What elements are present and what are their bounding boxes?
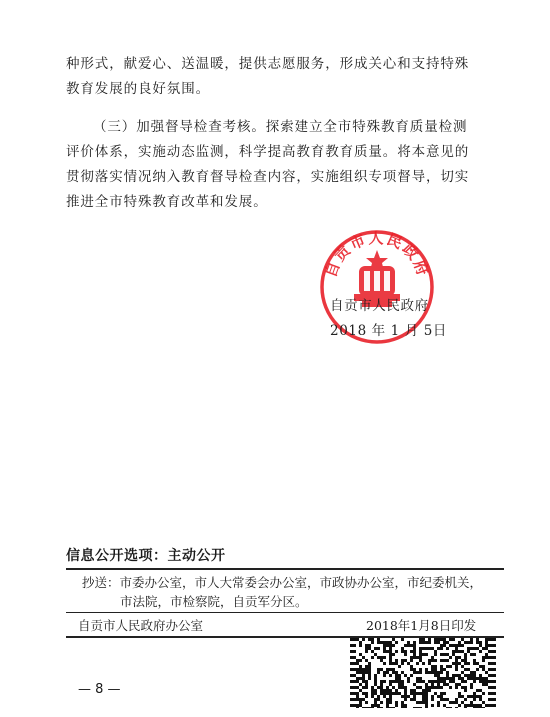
svg-text:自贡市人民政府: 自贡市人民政府 — [321, 228, 433, 280]
cc-list — [82, 573, 502, 611]
cc-line: 抄送：市委办公室，市人大常委会办公室，市政协办公室，市纪委机关， — [82, 575, 483, 590]
divider — [66, 568, 504, 570]
text-line: 推进全市特殊教育改革和发展。 — [66, 194, 268, 210]
text-line: 评价体系，实施动态监测，科学提高教育教育质量。将本意见的 — [66, 144, 470, 160]
divider — [66, 612, 504, 613]
text-line: （三）加强督导检查考核。探索建立全市特殊教育质量检测 — [93, 119, 468, 135]
signing-organization: 自贡市人民政府 — [330, 298, 429, 314]
info-disclosure-option: 信息公开选项：主动公开 — [66, 548, 226, 564]
signing-date: 2018 年 1 月 5日 — [330, 323, 447, 339]
printing-office: 自贡市人民政府办公室 — [78, 618, 204, 633]
print-date: 2018年1月8日印发 — [366, 618, 477, 633]
cc-line: 市法院，市检察院，自贡军分区。 — [120, 594, 308, 609]
page-number: — 8 — — [78, 682, 121, 697]
body-paragraph-1 — [66, 52, 498, 102]
text-line: 教育发展的良好氛围。 — [66, 81, 210, 97]
barcode — [350, 638, 496, 708]
text-line: 贯彻落实情况纳入教育督导检查内容，实施组织专项督导，切实 — [66, 169, 470, 185]
text-line: 种形式，献爱心、送温暖，提供志愿服务，形成关心和支持特殊 — [66, 56, 470, 72]
body-paragraph-2 — [66, 115, 498, 215]
